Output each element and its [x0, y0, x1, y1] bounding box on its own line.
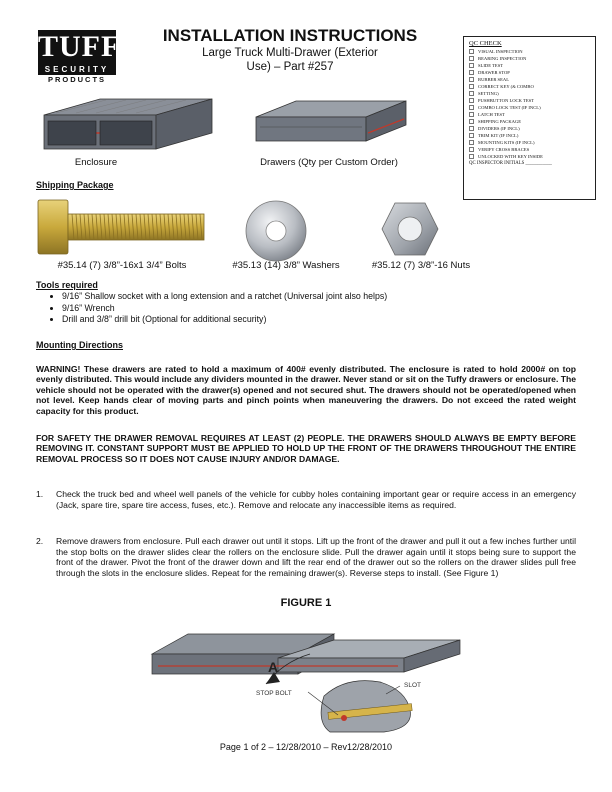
step-1: [36, 489, 576, 510]
checkbox-icon[interactable]: [469, 70, 474, 75]
checkbox-icon[interactable]: [469, 77, 474, 82]
step-number: 1.: [36, 489, 44, 499]
figure-label-slot: SLOT: [404, 682, 421, 689]
figure-label-stop-bolt: STOP BOLT: [256, 690, 292, 697]
checkbox-icon[interactable]: [469, 98, 474, 103]
drawers-caption: Drawers (Qty per Custom Order): [260, 157, 398, 168]
qc-item: [464, 83, 595, 90]
bolt-image: [36, 198, 206, 256]
step-text: Check the truck bed and wheel well panels of the vehicle for cubby holes containing important gear or require access in an emergency (Jack, spare tire, spare tire access, fuses, etc.). Remove and relocate any inaccessible items as required.: [56, 489, 576, 510]
qc-item-label: SLIDE TEST: [478, 63, 504, 68]
figure-1-drawing: [148, 612, 466, 738]
qc-item-label: LATCH TEST: [478, 112, 505, 117]
qc-item: [464, 146, 595, 153]
qc-item: [464, 76, 595, 83]
qc-item: [464, 139, 595, 146]
checkbox-icon[interactable]: [469, 140, 474, 145]
washers-caption: #35.13 (14) 3/8” Washers: [232, 260, 340, 271]
bolts-caption: #35.14 (7) 3/8”-16x1 3/4” Bolts: [57, 260, 187, 271]
page-title: INSTALLATION INSTRUCTIONS: [162, 26, 418, 45]
safety-paragraph: FOR SAFETY THE DRAWER REMOVAL REQUIRES AT LEAST (2) PEOPLE. THE DRAWERS SHOULD ALWAYS BE EMPTY BEFORE REMOVING IT. CONSTANT SUPPORT MUST BE APPLIED TO HOLD UP THE FRONT OF THE DRAWERS THROUGHOUT THE ENTIRE REMOVAL PROCESS SO IT DOES NOT CAUSE INJURY AND/OR DAMAGE.: [36, 433, 576, 464]
checkbox-icon[interactable]: [469, 63, 474, 68]
step-number: 2.: [36, 536, 44, 546]
logo-line1: SECURITY: [38, 64, 116, 75]
checkbox-icon[interactable]: [469, 84, 474, 89]
qc-item: [464, 132, 595, 139]
checkbox-icon[interactable]: [469, 112, 474, 117]
qc-item: [464, 125, 595, 132]
checkbox-icon[interactable]: [469, 133, 474, 138]
checkbox-icon[interactable]: [469, 91, 474, 96]
step-text: Remove drawers from enclosure. Pull each drawer out until it stops. Lift up the front of the drawer and pull it out a few inches further until the stop bolts on the drawer slides clear the rollers on the enclosure slide. Pull the drawer again until it stops being sure to support the front of the drawer. Pivot the front of the drawer down and lift the rear end of the drawer out so the rollers on the drawer slides pull free through the slots in the enclosure slides. Repeat for the remaining drawer(s). Reverse steps to install. (See Figure 1): [56, 536, 576, 578]
logo-line2: PRODUCTS: [47, 75, 107, 84]
qc-items: [464, 48, 595, 160]
qc-item: [464, 111, 595, 118]
qc-item: [464, 69, 595, 76]
qc-item: [464, 104, 595, 111]
qc-item-label: UNLOCKED WITH KEY INSIDE: [478, 154, 543, 159]
qc-item: [464, 97, 595, 104]
qc-item: [464, 55, 595, 62]
logo-brand: TUFFY: [38, 30, 143, 63]
tuffy-logo: [38, 30, 143, 84]
qc-item-label: SHIPPING PACKAGE: [478, 119, 522, 124]
tools-heading: Tools required: [36, 280, 98, 290]
qc-check-box: [463, 36, 596, 200]
checkbox-icon[interactable]: [469, 49, 474, 54]
qc-item-label: VERIFY CROSS BRACES: [478, 147, 530, 152]
checkbox-icon[interactable]: [469, 105, 474, 110]
qc-item-label: CORRECT KEY (& COMBO: [478, 84, 534, 89]
washer-image: [244, 199, 308, 263]
nuts-caption: #35.12 (7) 3/8”-16 Nuts: [371, 260, 471, 271]
subtitle-line-1: Large Truck Multi-Drawer (Exterior: [202, 47, 378, 59]
qc-item-label: VISUAL INSPECTION: [478, 49, 523, 54]
subtitle-line-2: Use) – Part #257: [246, 61, 334, 73]
step-2: [36, 536, 576, 578]
qc-item: [464, 62, 595, 69]
qc-item: [464, 48, 595, 55]
tools-item: • 9/16” Wrench: [62, 303, 602, 315]
figure-label-a: A: [268, 659, 279, 675]
qc-item-label: BEARING INSPECTION: [478, 56, 527, 61]
qc-item-label: RUBBER SEAL: [478, 77, 510, 82]
checkbox-icon[interactable]: [469, 119, 474, 124]
checkbox-icon[interactable]: [469, 154, 474, 159]
page-subtitle: [175, 46, 405, 74]
tools-item: • Drill and 3/8” drill bit (Optional for additional security): [62, 314, 602, 326]
page-footer: Page 1 of 2 – 12/28/2010 – Rev12/28/2010: [219, 742, 393, 752]
tools-item: • 9/16” Shallow socket with a long extension and a ratchet (Universal joint also helps): [62, 291, 602, 303]
nut-image: [380, 200, 440, 258]
mounting-heading: Mounting Directions: [36, 340, 123, 350]
qc-title: QC CHECK: [469, 40, 502, 47]
enclosure-image: [36, 93, 216, 153]
qc-item-label: COMBO LOCK TEST (IF INCL): [478, 105, 541, 110]
enclosure-caption: Enclosure: [74, 157, 118, 168]
checkbox-icon[interactable]: [469, 126, 474, 131]
qc-item: [464, 153, 595, 160]
qc-item-label: DIVIDERS (IF INCL): [478, 126, 520, 131]
checkbox-icon[interactable]: [469, 56, 474, 61]
qc-inspector-initials: QC INSPECTOR INITIALS ___________: [469, 161, 552, 166]
qc-item-label: DRAWER STOP: [478, 70, 510, 75]
shipping-heading: Shipping Package: [36, 180, 114, 190]
qc-item-label: TRIM KIT (IF INCL): [478, 133, 519, 138]
qc-item: [464, 118, 595, 125]
warning-paragraph: WARNING! These drawers are rated to hold a maximum of 400# evenly distributed. The enclosure is rated to hold 2000# on top evenly distributed. This would include any dividers mounted in the drawer. Never stand or sit on the Tuffy drawers or enclosure. The vehicle should not be operated with the drawer(s) opened and not secured shut. The drawers should not be operated/opened when not level. Keep hands clear of moving parts and pinch points when maneuvering the drawers. Do not exceed the rated weight capacity for this product.: [36, 364, 576, 416]
qc-item-label: PUSHBUTTON LOCK TEST: [478, 98, 534, 103]
tools-list: [36, 291, 602, 326]
qc-item-label: MOUNTING KITS (IF INCL): [478, 140, 535, 145]
figure-title: FIGURE 1: [280, 597, 332, 609]
drawers-image: [250, 97, 410, 147]
checkbox-icon[interactable]: [469, 147, 474, 152]
qc-item-label: SETTING): [478, 91, 499, 96]
qc-item: [464, 90, 595, 97]
